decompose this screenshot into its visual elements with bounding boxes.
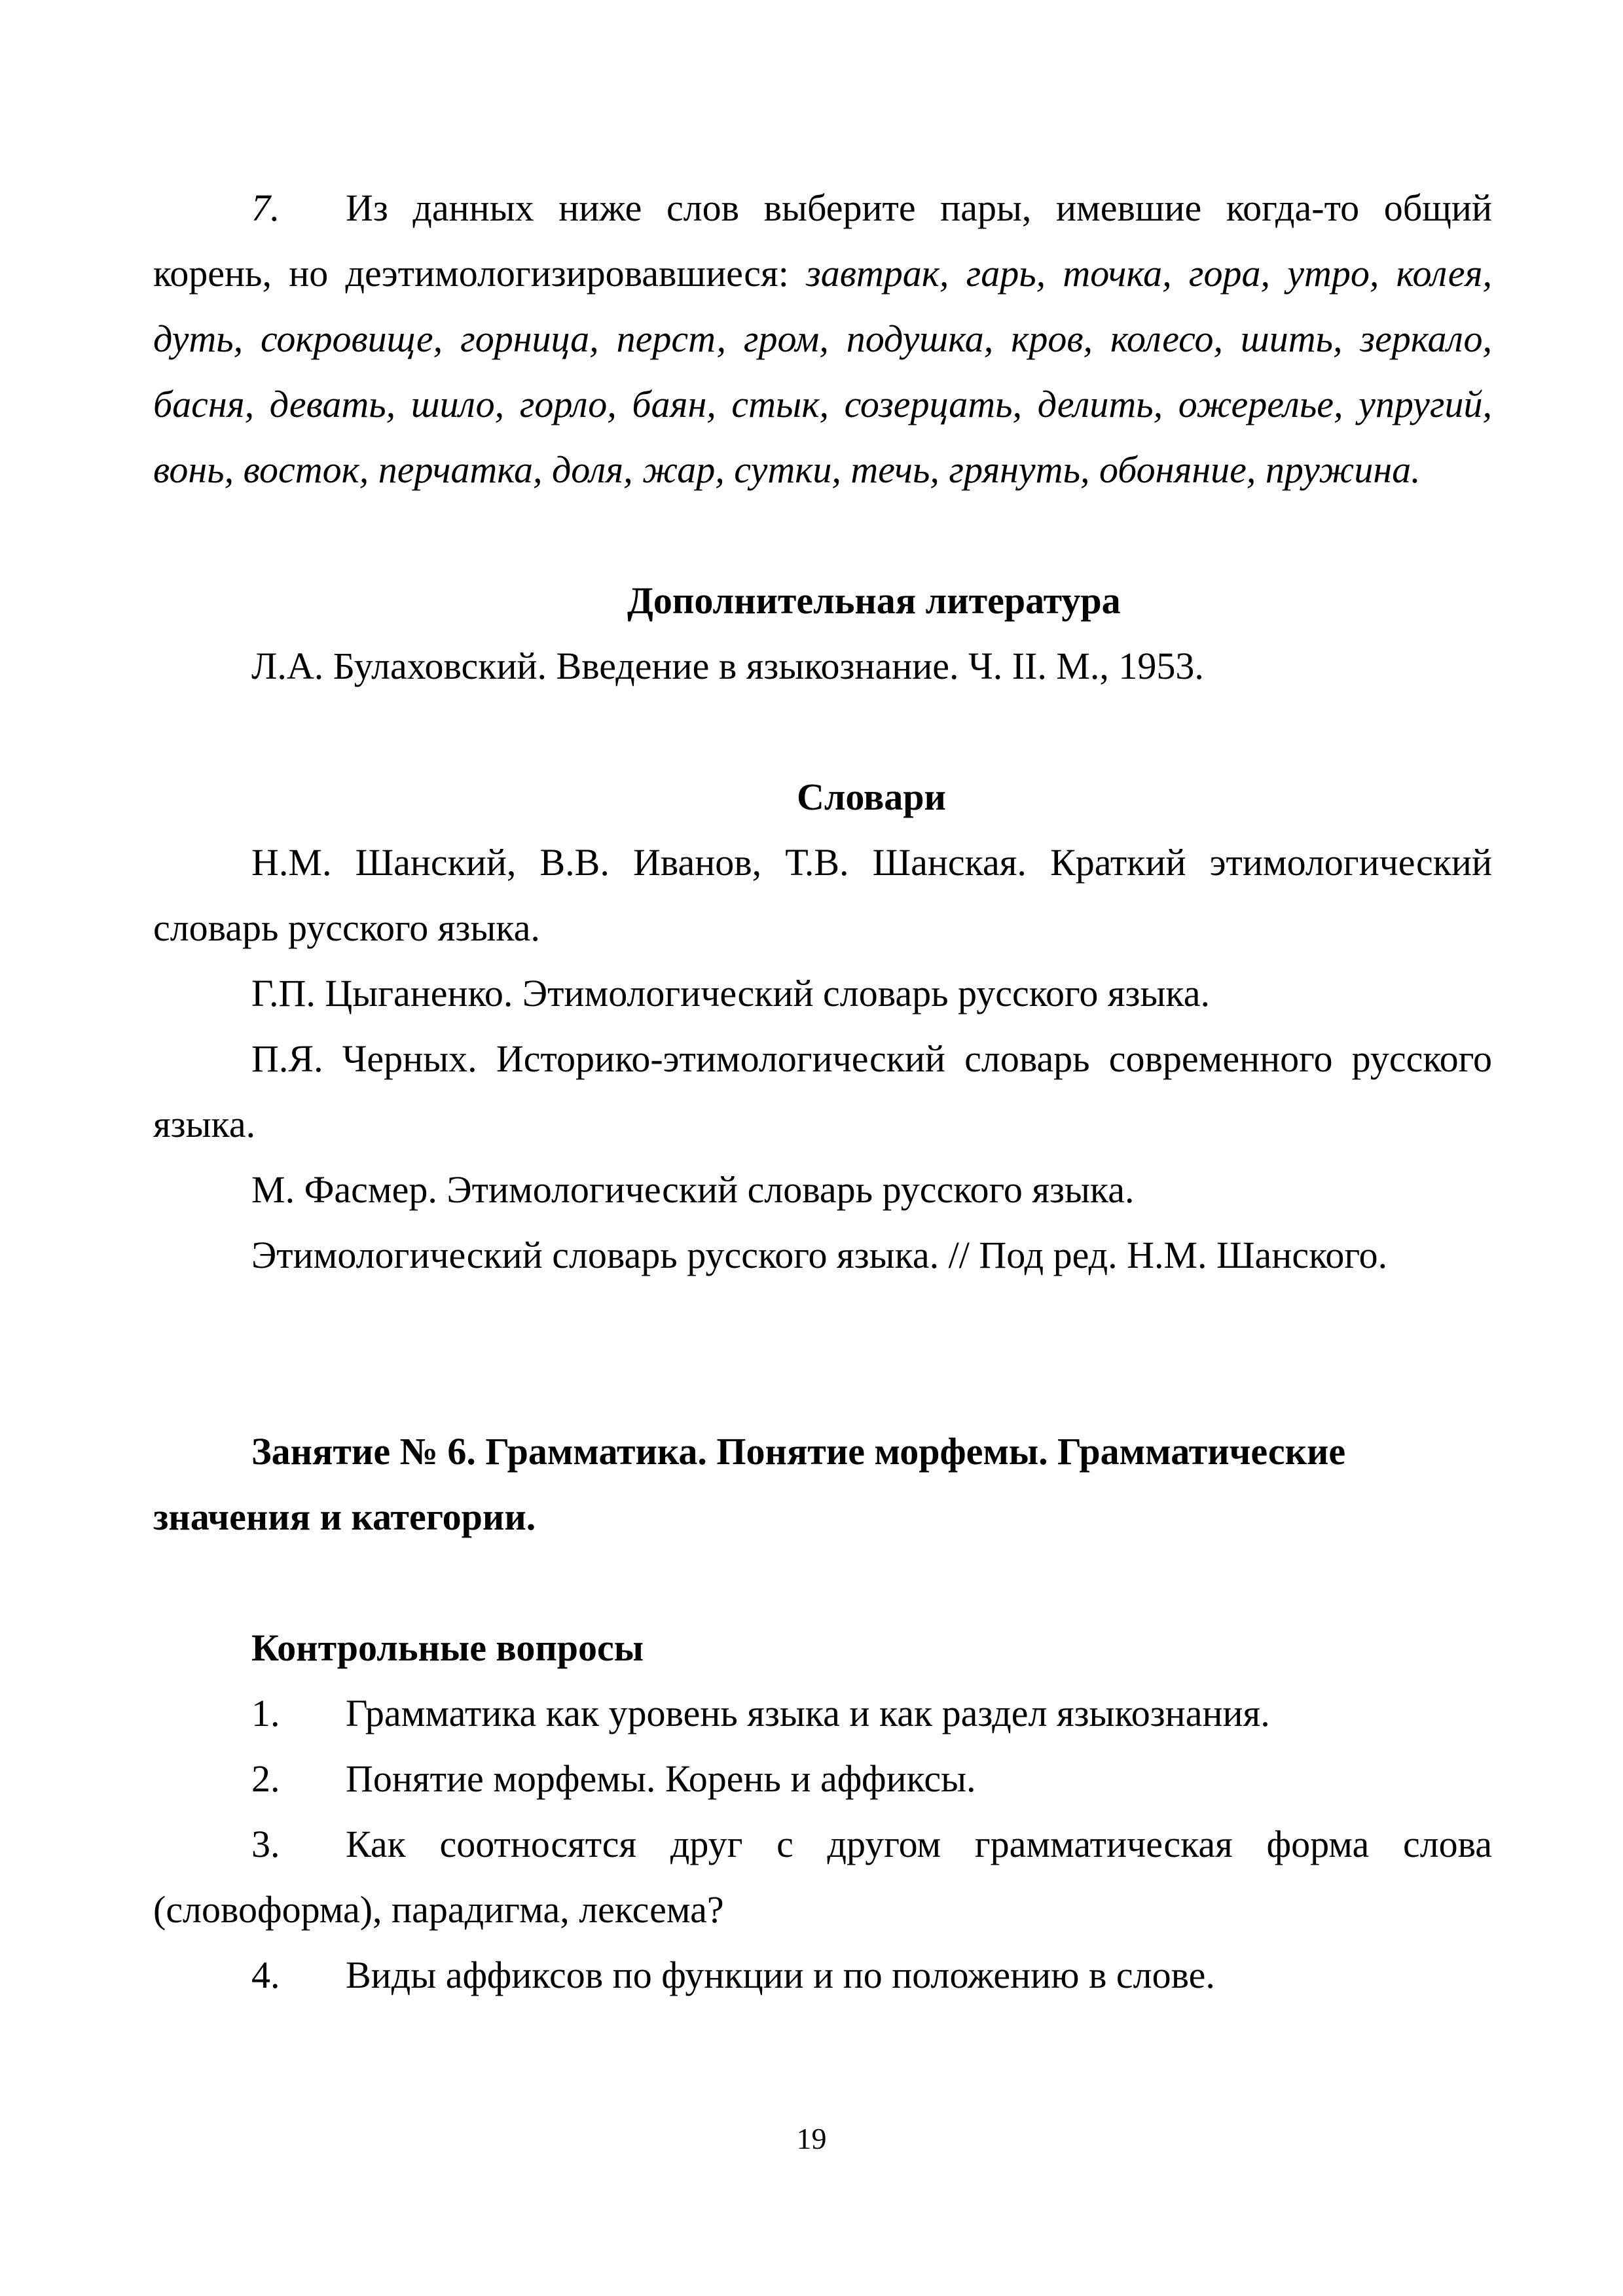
question-1 bbox=[153, 1681, 1492, 1746]
question-2-text: Понятие морфемы. Корень и аффиксы. bbox=[346, 1757, 976, 1800]
lesson-title-line2: значения и категории. bbox=[153, 1496, 536, 1538]
dictionary-item-1-line2: словарь русского языка. bbox=[153, 906, 540, 949]
dictionary-item-1-line1: Н.М. Шанский, В.В. Иванов, Т.В. Шанская. Краткий этимологический bbox=[251, 841, 1492, 884]
question-3-text: Как соотносятся друг с другом грамматическая форма слова bbox=[346, 1823, 1492, 1865]
control-questions-heading: Контрольные вопросы bbox=[251, 1626, 644, 1669]
spacer bbox=[153, 699, 1492, 764]
question-3-number: 3. bbox=[251, 1823, 280, 1865]
task7-line2 bbox=[153, 241, 1492, 306]
page-body bbox=[153, 175, 1492, 2008]
additional-literature-heading: Дополнительная литература bbox=[627, 579, 1121, 622]
question-4-text: Виды аффиксов по функции и по положению в слове. bbox=[346, 1954, 1215, 1996]
task7-line1-text: Из данных ниже слов выберите пары, имевшие когда-то общий bbox=[346, 187, 1492, 229]
question-4 bbox=[153, 1943, 1492, 2008]
lesson-title-line1: Занятие № 6. Грамматика. Понятие морфемы. Грамматические bbox=[251, 1430, 1346, 1473]
dictionary-item-5: Этимологический словарь русского языка. // Под ред. Н.М. Шанского. bbox=[251, 1234, 1388, 1276]
question-2-number: 2. bbox=[251, 1757, 280, 1800]
question-2 bbox=[153, 1746, 1492, 1812]
spacer bbox=[153, 1550, 1492, 1615]
dictionary-item-3-line2: языка. bbox=[153, 1103, 256, 1145]
dictionary-item-3-line1: П.Я. Черных. Историко-этимологический словарь современного русского bbox=[251, 1037, 1492, 1080]
task7-line1 bbox=[153, 175, 1492, 241]
dictionary-item-4: М. Фасмер. Этимологический словарь русского языка. bbox=[251, 1168, 1135, 1211]
question-3-line2: (словоформа), парадигма, лексема? bbox=[153, 1888, 724, 1931]
task7-line2-words: завтрак, гарь, точка, гора, утро, колея, bbox=[806, 252, 1492, 295]
dictionaries-heading: Словари bbox=[797, 776, 946, 818]
task7-line4: басня, девать, шило, горло, баян, стык, созерцать, делить, ожерелье, упругий, bbox=[153, 383, 1492, 425]
task7-line3: дуть, сокровище, горница, перст, гром, подушка, кров, колесо, шить, зеркало, bbox=[153, 317, 1492, 360]
page-number: 19 bbox=[796, 2122, 827, 2155]
literature-item-1: Л.А. Булаховский. Введение в языкознание. Ч. II. М., 1953. bbox=[251, 645, 1204, 687]
dictionary-item-2: Г.П. Цыганенко. Этимологический словарь русского языка. bbox=[251, 972, 1210, 1014]
question-1-number: 1. bbox=[251, 1692, 280, 1734]
task7-line2-prefix: корень, но деэтимологизировавшиеся: bbox=[153, 252, 807, 295]
question-3-line1 bbox=[153, 1812, 1492, 1877]
question-4-number: 4. bbox=[251, 1954, 280, 1996]
task7-number: 7. bbox=[251, 187, 280, 229]
task7-line5: вонь, восток, перчатка, доля, жар, сутки, течь, грянуть, обоняние, пружина. bbox=[153, 448, 1421, 491]
question-1-text: Грамматика как уровень языка и как раздел языкознания. bbox=[346, 1692, 1270, 1734]
spacer bbox=[153, 1288, 1492, 1419]
spacer bbox=[153, 503, 1492, 568]
